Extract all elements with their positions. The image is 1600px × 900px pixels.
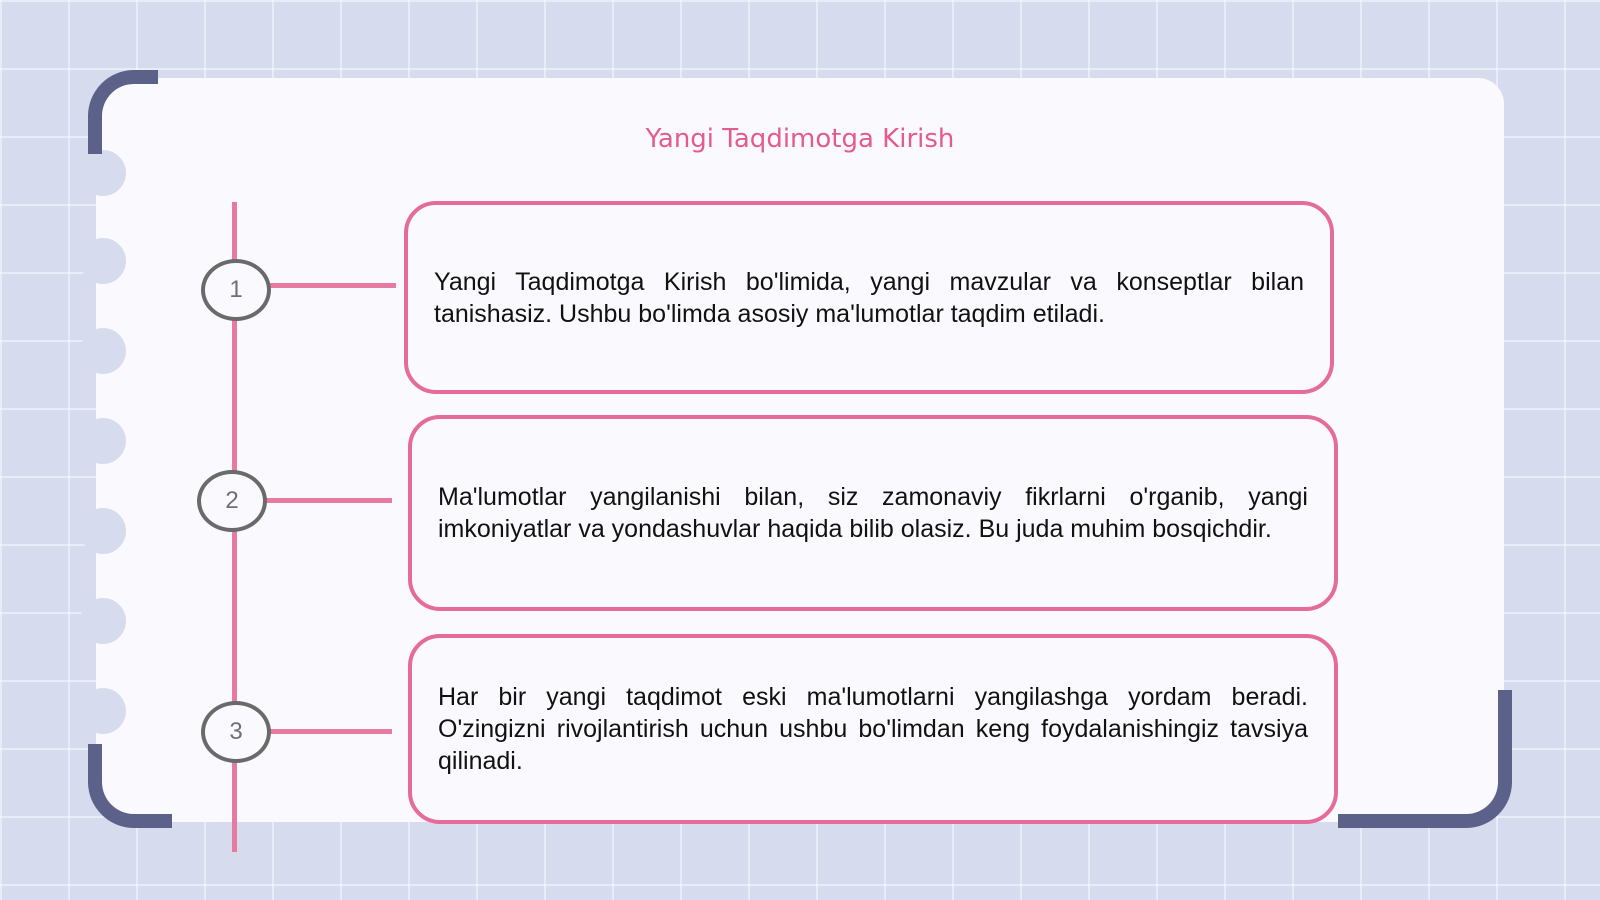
step-marker-1 <box>201 259 271 321</box>
step-number: 1 <box>229 276 243 303</box>
notebook-hole <box>80 688 126 734</box>
notebook-hole <box>80 238 126 284</box>
step-text: Ma'lumotlar yangilanishi bilan, siz zamonaviy fikrlarni o'rganib, yangi imkoniyatlar va yondashuvlar haqida bilib olasiz. Bu juda muhim bosqichdir. <box>438 483 1308 543</box>
step-text: Har bir yangi taqdimot eski ma'lumotlarni yangilashga yordam beradi. O'zingizni rivojlantirish uchun ushbu bo'limdan keng foydalanishingiz tavsiya qilinadi. <box>438 683 1308 775</box>
timeline-connector-3 <box>266 729 392 734</box>
step-marker-3 <box>201 701 271 763</box>
frame-corner-bottom-right <box>1338 690 1512 828</box>
step-number: 2 <box>225 487 239 514</box>
step-marker-2 <box>197 470 267 532</box>
notebook-hole <box>80 508 126 554</box>
notebook-hole <box>80 598 126 644</box>
notebook-hole <box>80 328 126 374</box>
step-number: 3 <box>229 718 243 745</box>
notebook-hole <box>80 418 126 464</box>
frame-corner-bottom-left <box>88 744 172 828</box>
timeline-connector-2 <box>262 498 392 503</box>
notebook-hole <box>80 150 126 196</box>
timeline-connector-1 <box>266 283 396 288</box>
slide-title: Yangi Taqdimotga Kirish <box>645 124 955 154</box>
step-card-2 <box>408 415 1338 611</box>
step-card-3 <box>408 634 1338 824</box>
step-card-1 <box>404 201 1334 394</box>
step-text: Yangi Taqdimotga Kirish bo'limida, yangi mavzular va konseptlar bilan tanishasiz. Ushbu bo'limda asosiy ma'lumotlar taqdim etiladi. <box>434 267 1304 328</box>
